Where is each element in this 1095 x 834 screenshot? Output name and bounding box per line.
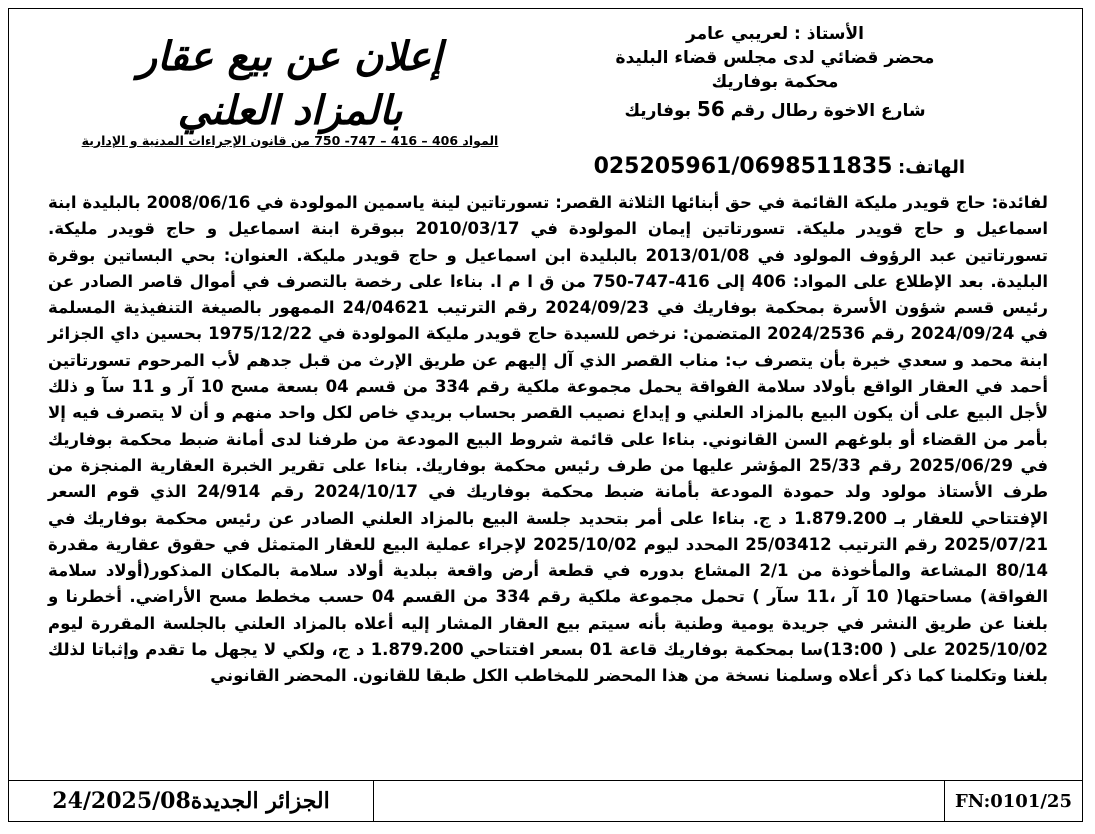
lawyer-role: محضر قضائي لدى مجلس قضاء البليدة — [615, 48, 935, 68]
title-line-2: بالمزاد العلني — [177, 87, 403, 134]
bailiff-header — [585, 22, 965, 124]
newspaper-date-box — [8, 780, 374, 822]
notice-body: لفائدة: حاج قويدر مليكة القائمة في حق أبنائها الثلاثة القصر: تسورتاتين لينة ياسمين المولودة في 2008/06/16 بالبليدة ابنة اسماعيل و حاج قويدر مليكة. تسورتاتين إيمان المولودة في 2010/03/17 ببوقرة ابنة اسماعيل و حاج قويدر مليكة. تسورتاتين عبد الرؤوف المولود في 2013/01/08 بالبليدة ابن اسماعيل و حاج قويدر مليكة. العنوان: بحي البساتين بوقرة البليدة. بعد الإطلاع على المواد: 406 إلى 416-747-750 من ق ا م ا. بناءا على رخصة بالتصرف في أموال قاصر الصادر عن رئيس قسم شؤون الأسرة بمحكمة بوفاريك في 2024/09/23 رقم الترتيب 24/04621 الممهور بالصيغة التنفيذية المسلمة في 2024/09/24 رقم 2024/2536 المتضمن: نرخص للسيدة حاج قويدر مليكة المولودة في 1975/12/22 بحسين داي الجزائر ابنة محمد و سعدي خيرة بأن يتصرف ب: مناب القصر الذي آل إليهم عن طريق الإرث من قبل جدهم لأب المرحوم تسورتاتين أحمد في العقار الواقع بأولاد سلامة الفواقة يحمل مجموعة ملكية رقم 334 من قسم 04 بسعة مسح 10 آر و 11 سآ و ذلك لأجل البيع على أن يكون البيع بالمزاد العلني و إيداع نصيب القصر بحساب بريدي خاص لكل واحد منهم و أن لا يتصرف فيه إلا بأمر من القضاء أو بلوغهم السن القانوني. بناءا على قائمة شروط البيع المودعة من طرفنا لدى أمانة ضبط محكمة بوفاريك في 2025/06/29 رقم 25/33 المؤشر عليها من طرف رئيس محكمة بوفاريك. بناءا على تقرير الخبرة العقارية المنجزة من طرف الأستاذ مولود ولد حمودة المودعة بأمانة ضبط محكمة بوفاريك في 2024/10/17 رقم 24/914 الذي قوم السعر الإفتتاحي للعقار بـ 1.879.200 د ج. بناءا على أمر بتحديد جلسة البيع بالمزاد العلني الصادر عن رئيس محكمة بوفاريك في 2025/07/21 رقم الترتيب 25/03412 المحدد ليوم 2025/10/02 لإجراء عملية البيع للعقار المتمثل في حقوق عقارية مقدرة 80/14 المشاعة والمأخوذة من 2/1 المشاع بدوره في قطعة أرض واقعة ببلدية أولاد سلامة بالمكان المذكور(أولاد سلامة الفواقة) مساحتها( 10 آر ،11 سآر ) تحمل مجموعة ملكية رقم 334 من القسم 04 حسب مخطط مسح الأراضي. أخطرنا و بلغنا عن طريق النشر في جريدة يومية وطنية بأنه سيتم بيع العقار المشار إليه أعلاه بالمزاد العلني بالجلسة المقررة ليوم 2025/10/02 على ( 13:00)سا بمحكمة بوفاريك قاعة 01 بسعر افتتاحي 1.879.200 د ج، ولكي لا يجهل ما تقدم وإثباتا لذلك بلغنا وتكلمنا كما ذكر أعلاه وسلمنا نسخة من هذا المحضر للمخاطب الكل طبقا للقانون. المحضر القانوني — [48, 193, 1049, 686]
street-city: بوفاريك — [624, 101, 691, 121]
phone-number: 025205961/0698511835 — [593, 154, 893, 179]
legal-articles: المواد 406 – 416 – 747- 750 من قانون الإجراءات المدنية و الإدارية — [81, 133, 499, 148]
street-number: 56 — [696, 97, 725, 121]
street-address — [585, 96, 965, 124]
lawyer-name: الأستاذ : لعريبي عامر — [686, 24, 864, 44]
notice-title — [40, 30, 540, 138]
phone-label: الهاتف: — [898, 157, 965, 178]
newspaper-date: الجزائر الجديدة24/2025/08 — [52, 788, 330, 814]
reference-number: FN:0101/25 — [955, 790, 1072, 812]
court-name: محكمة بوفاريك — [711, 72, 839, 92]
title-line-1: إعلان عن بيع عقار — [137, 33, 443, 80]
reference-box — [944, 780, 1083, 822]
street-prefix: شارع الاخوة رطال رقم — [730, 101, 926, 121]
phone-row — [594, 154, 965, 179]
